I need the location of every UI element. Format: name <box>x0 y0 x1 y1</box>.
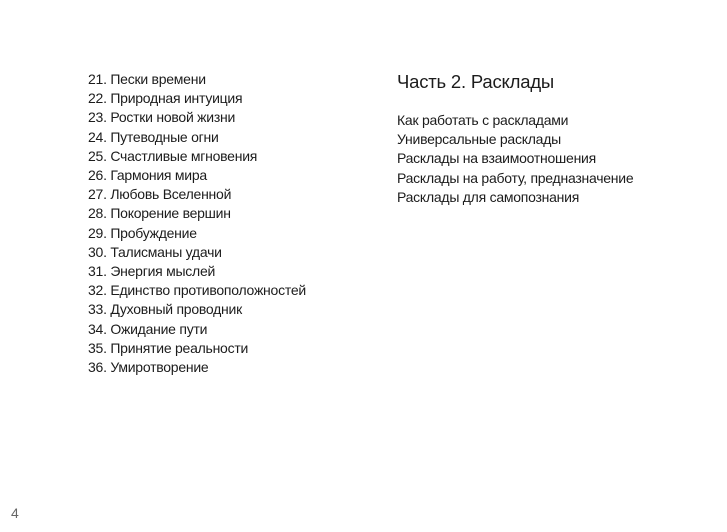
toc-entry: 31. Энергия мыслей <box>88 263 216 280</box>
toc-entry: 32. Единство противоположностей <box>88 282 306 299</box>
toc-entry: 21. Пески времени <box>88 71 206 87</box>
toc-entry: 25. Счастливые мгновения <box>88 147 258 164</box>
toc-entry: 22. Природная интуиция <box>88 90 243 107</box>
toc-entry: Расклады на работу, предназначение <box>397 169 634 186</box>
toc-entry: 24. Путеводные огни <box>88 128 219 145</box>
toc-entry: 29. Пробуждение <box>88 224 197 241</box>
section-heading: Часть 2. Расклады <box>397 71 555 92</box>
toc-entry: 27. Любовь Вселенной <box>88 186 232 203</box>
toc-entry: Расклады для самопознания <box>397 188 580 205</box>
toc-entry: 28. Покорение вершин <box>88 205 231 222</box>
toc-entry: 36. Умиротворение <box>88 359 209 376</box>
toc-entry: 33. Духовный проводник <box>88 301 242 318</box>
page-number: 4 <box>11 505 19 521</box>
part-2-section <box>397 70 633 207</box>
toc-entry: 26. Гармония мира <box>88 167 207 184</box>
toc-entry: 23. Ростки новой жизни <box>88 109 236 126</box>
toc-entry: 35. Принятие реальности <box>88 339 249 356</box>
toc-list-spreads <box>397 111 633 207</box>
toc-list-cards <box>88 70 306 377</box>
toc-entry: 34. Ожидание пути <box>88 320 208 337</box>
toc-entry: 30. Талисманы удачи <box>88 243 222 260</box>
toc-entry: Универсальные расклады <box>397 131 561 148</box>
toc-entry: Расклады на взаимоотношения <box>397 150 596 167</box>
toc-entry: Как работать с раскладами <box>397 112 569 128</box>
